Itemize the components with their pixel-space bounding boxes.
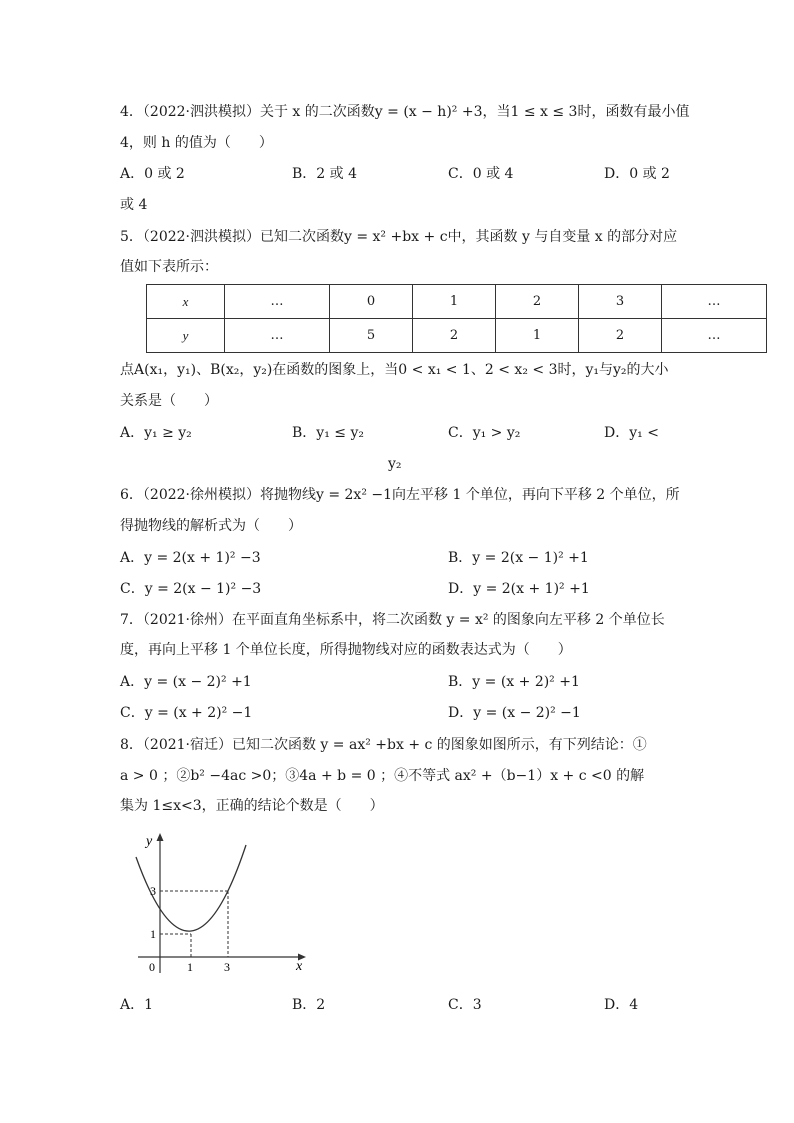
x-axis-label: x <box>296 959 303 974</box>
table-cell: 2 <box>579 319 662 353</box>
q8-option-a[interactable]: A．1 <box>120 997 154 1013</box>
q4-option-a[interactable]: A．0 或 2 <box>120 166 185 182</box>
q4-option-b[interactable]: B．2 或 4 <box>292 166 358 182</box>
q5-option-d[interactable]: D．y₁ < <box>604 425 659 441</box>
table-cell: x <box>147 285 225 319</box>
q6-stem-line-2: 得抛物线的解析式为（ ） <box>120 518 302 534</box>
x-tick-1: 1 <box>187 960 193 974</box>
q6-option-b[interactable]: B．y = 2(x − 1)² +1 <box>448 550 589 566</box>
q8-stem-line-3: 集为 1≤x<3，正确的结论个数是（ ） <box>120 798 384 814</box>
origin-label: 0 <box>149 960 155 974</box>
q5-option-a[interactable]: A．y₁ ≥ y₂ <box>120 425 192 441</box>
q6-option-a[interactable]: A．y = 2(x + 1)² −3 <box>120 550 261 566</box>
q4-option-c[interactable]: C．0 或 4 <box>448 166 514 182</box>
q4-stem-line-2: 4，则 h 的值为（ ） <box>120 135 273 151</box>
table-cell: … <box>662 319 767 353</box>
table-cell: … <box>225 319 330 353</box>
y-axis-arrow-icon <box>157 833 164 841</box>
q5-option-d-wrap: y₂ <box>388 456 402 472</box>
table-row <box>147 319 767 353</box>
table-cell: 1 <box>413 285 496 319</box>
q8-option-c[interactable]: C．3 <box>448 997 482 1013</box>
q4-option-d[interactable]: D．0 或 2 <box>604 166 670 182</box>
q5-option-c[interactable]: C．y₁ > y₂ <box>448 425 521 441</box>
q5-stem-line-2: 值如下表所示： <box>120 259 218 275</box>
q7-option-d[interactable]: D．y = (x − 2)² −1 <box>448 705 581 721</box>
table-cell: 5 <box>330 319 413 353</box>
y-axis-label: y <box>146 834 153 849</box>
table-cell: … <box>225 285 330 319</box>
q8-parabola-graph <box>120 825 320 980</box>
q6-stem-line-1: 6．（2022·徐州模拟）将抛物线y = 2x² −1向左平移 1 个单位，再向下平移 2 个单位，所 <box>120 487 680 503</box>
q5-stem-line-4: 关系是（ ） <box>120 393 218 409</box>
table-cell: y <box>147 319 225 353</box>
q7-option-c[interactable]: C．y = (x + 2)² −1 <box>120 705 253 721</box>
q8-option-d[interactable]: D．4 <box>604 997 639 1013</box>
q8-stem-line-1: 8．（2021·宿迁）已知二次函数 y = ax² +bx + c 的图象如图所示，有下列结论：① <box>120 737 647 753</box>
q8-option-b[interactable]: B．2 <box>292 997 326 1013</box>
q5-stem-line-3: 点A(x₁，y₁)、B(x₂，y₂)在函数的图象上，当0 < x₁ < 1、2 < x₂ < 3时，y₁与y₂的大小 <box>120 362 669 378</box>
q5-option-b[interactable]: B．y₁ ≤ y₂ <box>292 425 364 441</box>
table-cell: 1 <box>496 319 579 353</box>
table-cell: … <box>662 285 767 319</box>
q8-stem-line-2: a > 0 ；②b² −4ac >0；③4a + b = 0 ；④不等式 ax² +（b−1）x + c <0 的解 <box>120 768 645 784</box>
q7-stem-line-1: 7．（2021·徐州）在平面直角坐标系中，将二次函数 y = x² 的图象向左平移 2 个单位长 <box>120 612 665 628</box>
q6-option-d[interactable]: D．y = 2(x + 1)² +1 <box>448 581 590 597</box>
x-tick-3: 3 <box>224 960 230 974</box>
table-cell: 3 <box>579 285 662 319</box>
q5-stem-line-1: 5．（2022·泗洪模拟）已知二次函数y = x² +bx + c中，其函数 y 与自变量 x 的部分对应 <box>120 229 678 245</box>
y-tick-1: 1 <box>150 927 156 941</box>
q4-option-d-wrap: 或 4 <box>120 197 148 213</box>
q7-stem-line-2: 度，再向上平移 1 个单位长度，所得抛物线对应的函数表达式为（ ） <box>120 642 572 658</box>
table-row <box>147 285 767 319</box>
q7-option-b[interactable]: B．y = (x + 2)² +1 <box>448 674 580 690</box>
y-tick-3: 3 <box>150 884 156 898</box>
table-cell: 2 <box>496 285 579 319</box>
table-cell: 0 <box>330 285 413 319</box>
q6-option-c[interactable]: C．y = 2(x − 1)² −3 <box>120 581 262 597</box>
q4-stem-line-1: 4．（2022·泗洪模拟）关于 x 的二次函数y = (x − h)² +3，当1 ≤ x ≤ 3时，函数有最小值 <box>120 104 690 120</box>
table-cell: 2 <box>413 319 496 353</box>
q7-option-a[interactable]: A．y = (x − 2)² +1 <box>120 674 252 690</box>
q5-value-table <box>146 284 767 353</box>
